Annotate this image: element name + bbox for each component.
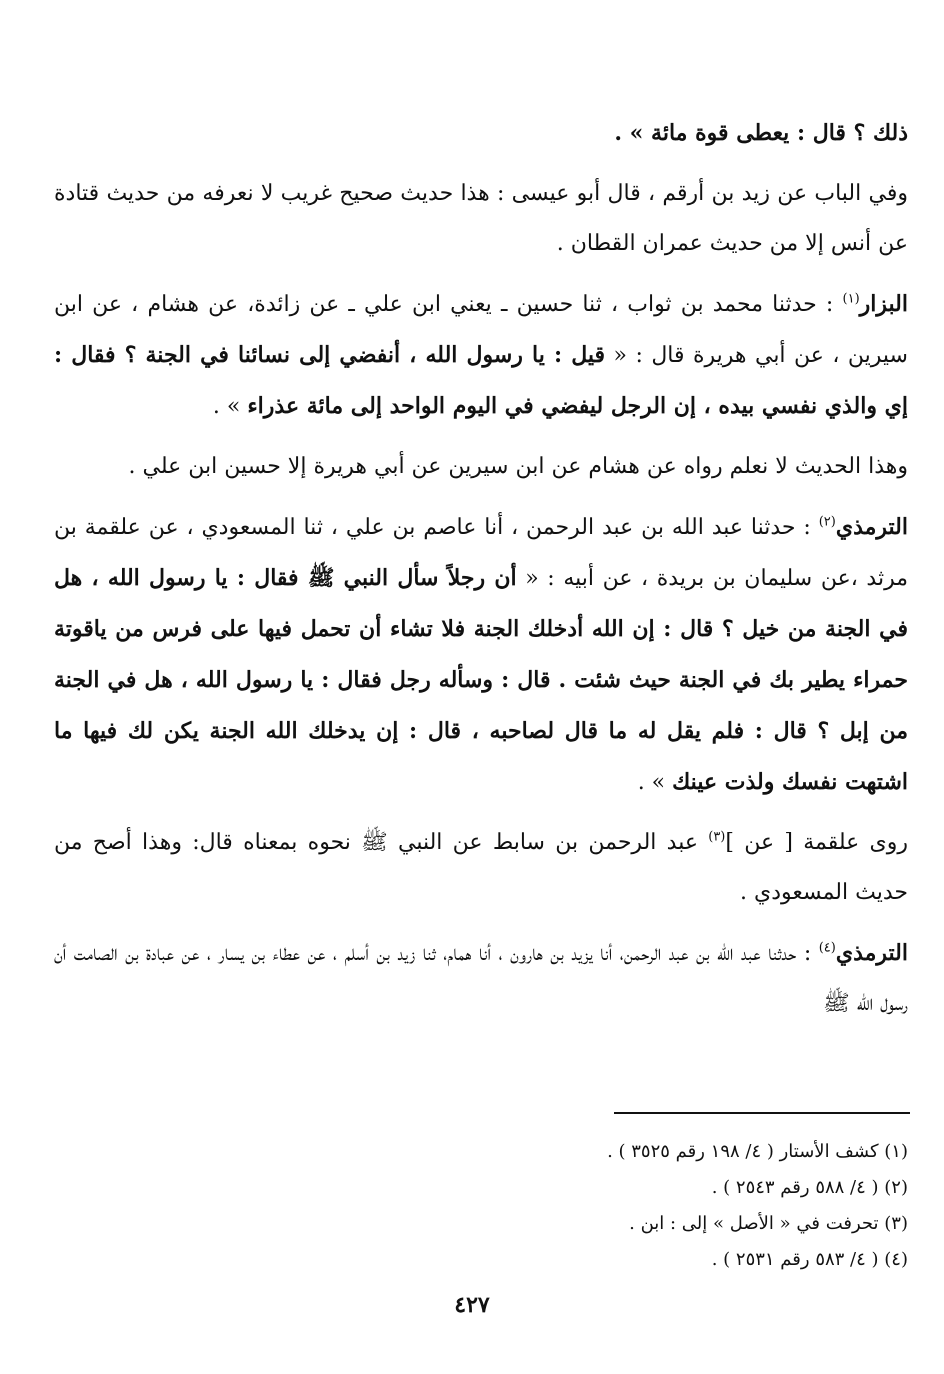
hadith-text: قيل : يا رسول الله ، أنفضي إلى نسائنا في الجنة ؟ فقال : إي والذي نفسي بيده ، إن الرجل ليفضي في اليوم الواحد إلى مائة عذراء [54, 342, 908, 419]
paragraph-5 [54, 502, 908, 808]
text-run: عبد الرحمن بن سابط عن النبي ﷺ نحوه بمعناه قال: وهذا أصح من حديث المسعودي . [54, 830, 908, 905]
text-run: » . [212, 394, 248, 419]
text-run: » . [637, 770, 673, 795]
main-text [54, 108, 908, 1039]
footnote-ref: (٣) [708, 829, 726, 845]
paragraph-2 [54, 169, 908, 269]
text-run: وهذا الحديث لا نعلم رواه عن هشام عن ابن سيرين عن أبي هريرة إلا حسين ابن علي . [128, 454, 908, 479]
text-run: : حدثنا عبد الله بن عبد الرحمن ، أنا عاصم بن علي ، ثنا المسعودي ، عن علقمة بن مرثد ،عن سليمان بن بريدة ، عن أبيه : « [54, 515, 908, 591]
footnote-ref: (٢) [818, 514, 836, 530]
text-run: روى علقمة [ عن ] [725, 830, 908, 855]
hadith-text: أن رجلاً سأل النبي ﷺ فقال : يا رسول الله ، هل في الجنة من خيل ؟ قال : إن الله أدخلك الجنة فلا تشاء أن تحمل فيها على فرس من ياقوتة حمراء يطير بك في الجنة حيث شئت . قال : وسأله رجل فقال : يا رسول الله ، هل في الجنة من إبل ؟ قال : فلم يقل له ما قال لصاحبه ، قال : إن يدخلك الله الجنة يكن لك فيها ما اشتهت نفسك ولذت عينك [54, 565, 908, 795]
paragraph-6 [54, 818, 908, 918]
source-name: البزار [859, 291, 908, 317]
hadith-text: ذلك ؟ قال : يعطى قوة مائة » . [614, 120, 908, 146]
paragraph-4 [54, 442, 908, 492]
footnote-3: (٣) تحرفت في « الأصل » إلى : ابن . [629, 1213, 908, 1234]
footnote-4: (٤) ( ٤/ ٥٨٣ رقم ٢٥٣١ ) . [711, 1249, 908, 1270]
footnotes [54, 1134, 908, 1278]
paragraph-7 [54, 928, 908, 1029]
page-number: ٤٢٧ [454, 1292, 490, 1318]
footnote-ref: (١) [842, 291, 860, 307]
footnote-ref: (٤) [818, 940, 836, 956]
source-name: الترمذي [835, 514, 908, 540]
paragraph-1 [54, 108, 908, 159]
text-run: : حدثنا عبد الله بن عبد الرحمن، أنا يزيد بن هارون ، أنا همام، ثنا زيد بن أسلم ، عن عطاء بن يسار ، عن عبادة بن الصامت أن رسول الله ﷺ [54, 941, 908, 1016]
text-run: : حدثنا محمد بن ثواب ، ثنا حسين ـ يعني ابن علي ـ عن زائدة، عن هشام ، عن ابن سيرين ، عن أبي هريرة قال : « [54, 292, 908, 368]
text-run: وفي الباب عن زيد بن أرقم ، قال أبو عيسى : هذا حديث صحيح غريب لا نعرفه من حديث قتادة عن أنس إلا من حديث عمران القطان . [54, 181, 908, 256]
footnote-1: (١) كشف الأستار ( ٤/ ١٩٨ رقم ٣٥٢٥ ) . [607, 1141, 908, 1162]
footnote-separator [614, 1112, 910, 1114]
source-name: الترمذي [835, 940, 908, 966]
footnote-2: (٢) ( ٤/ ٥٨٨ رقم ٢٥٤٣ ) . [711, 1177, 908, 1198]
paragraph-3 [54, 279, 908, 432]
